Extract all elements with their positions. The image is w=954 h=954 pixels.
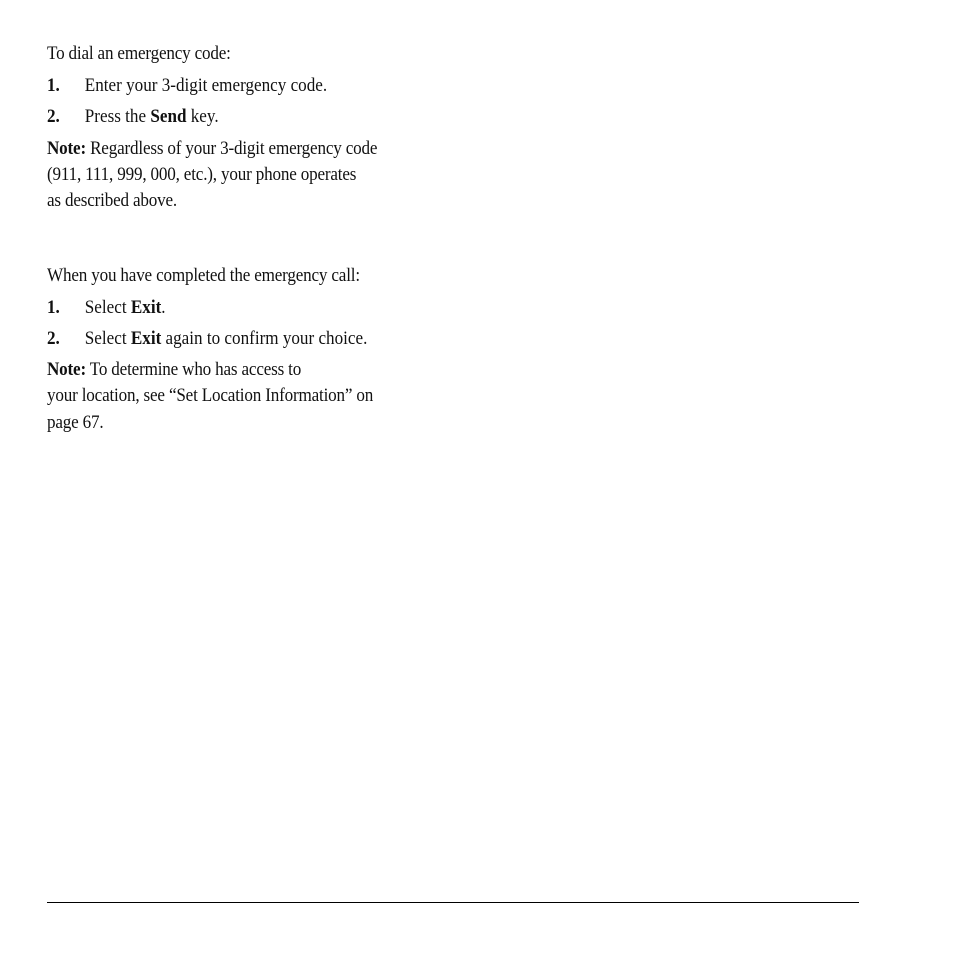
note-2-line-3: page 67. [47,412,104,433]
step-number: 2. [47,106,60,127]
completed-call-intro: When you have completed the emergency call: [47,265,360,286]
note-2-line-2: your location, see “Set Location Information” on [47,385,374,406]
note-text: Regardless of your 3-digit emergency code [85,138,378,159]
step-number: 1. [47,75,60,96]
step-text: Enter your 3-digit emergency code. [84,75,328,96]
note-1-line-2: (911, 111, 999, 000, etc.), your phone operates [47,164,357,185]
step-text-after: . [161,297,166,318]
dial-step-2 [47,104,219,130]
step-number: 2. [47,328,60,349]
step-text-before: Select [84,328,131,349]
exit-step-2 [47,326,367,352]
send-key-label: Send [150,106,187,127]
exit-label: Exit [130,297,162,318]
step-text-before: Select [84,297,131,318]
dial-step-1 [47,73,327,99]
note-1-line-1 [47,136,377,162]
note-2-line-1 [47,357,301,383]
note-label: Note: [47,138,86,159]
dial-emergency-intro: To dial an emergency code: [47,43,231,64]
step-number: 1. [47,297,60,318]
footer-divider [47,902,859,903]
note-1-line-3: as described above. [47,190,178,211]
step-text-before: Press the [84,106,151,127]
step-text-after: key. [186,106,219,127]
step-text-after: again to confirm your choice. [161,328,368,349]
exit-step-1 [47,295,166,321]
note-label: Note: [47,359,86,380]
note-text: To determine who has access to [85,359,302,380]
exit-label: Exit [130,328,162,349]
